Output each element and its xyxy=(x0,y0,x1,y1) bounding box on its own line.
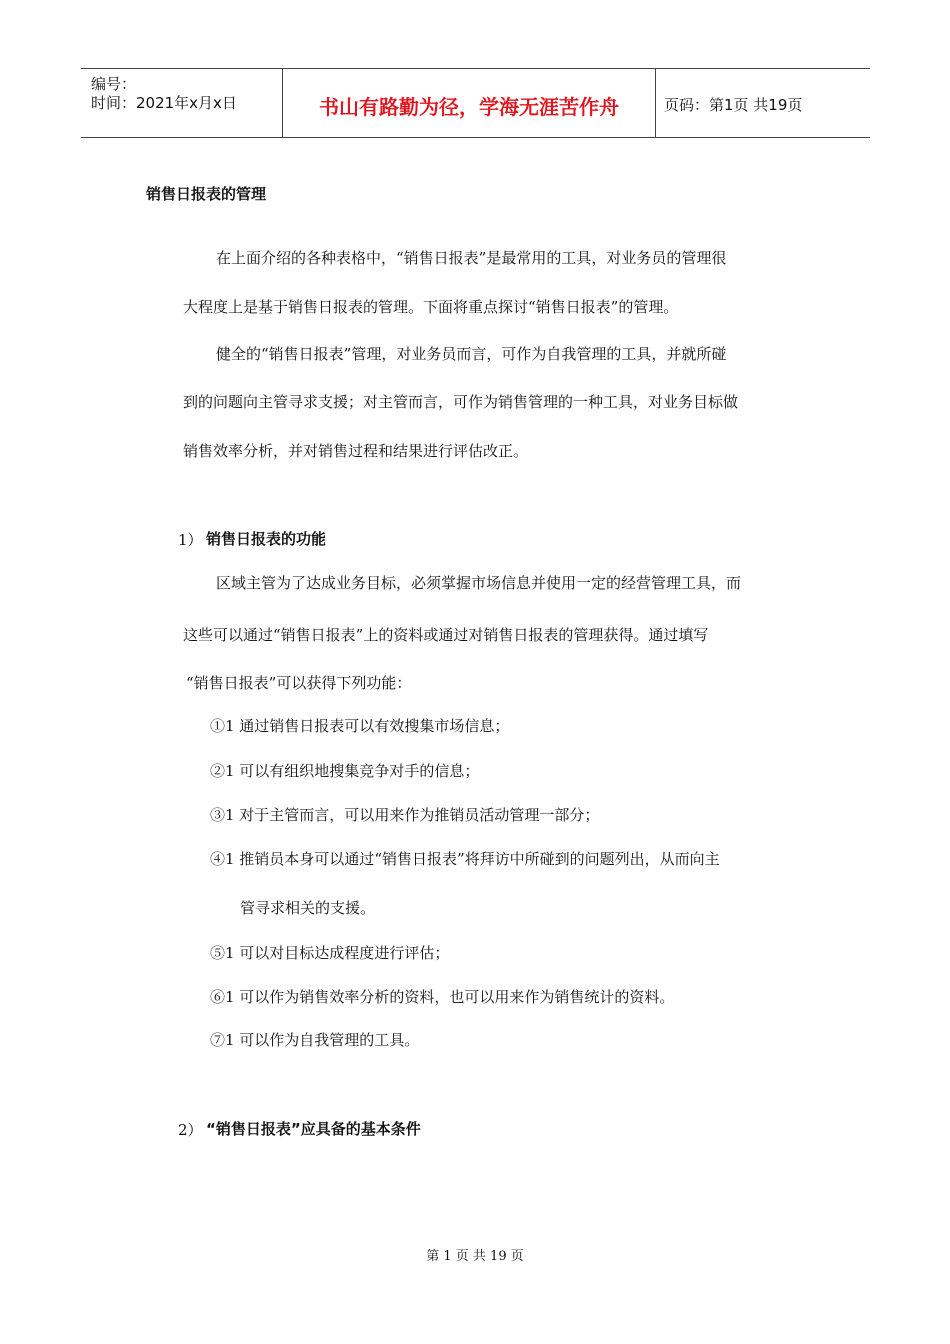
document-title: 销售日报表的管理 xyxy=(146,185,267,203)
intro-paragraph-line: 健全的“销售日报表”管理，对业务员而言，可作为自我管理的工具，并就所碰 xyxy=(216,345,727,363)
section-paragraph-line: 区域主管为了达成业务目标，必须掌握市场信息并使用一定的经营管理工具，而 xyxy=(216,574,742,592)
motto: 书山有路勤为径，学海无涯苦作舟 xyxy=(319,95,619,119)
section-heading-number: 2） xyxy=(178,1121,203,1139)
section-paragraph-line: “销售日报表”可以获得下列功能： xyxy=(186,674,412,692)
intro-paragraph-line: 大程度上是基于销售日报表的管理。下面将重点探讨“销售日报表”的管理。 xyxy=(183,298,679,316)
section-paragraph-line: 这些可以通过“销售日报表”上的资料或通过对销售日报表的管理获得。通过填写 xyxy=(183,626,709,644)
section-heading: 销售日报表的功能 xyxy=(206,530,327,548)
page-label: 页码：第1页 共19页 xyxy=(664,96,803,114)
intro-paragraph-line: 在上面介绍的各种表格中，“销售日报表”是最常用的工具，对业务员的管理很 xyxy=(216,249,727,267)
header-divider xyxy=(655,69,656,137)
list-item: ④1 推销员本身可以通过“销售日报表”将拜访中所碰到的问题列出，从而向主 xyxy=(210,850,720,868)
list-item: ②1 可以有组织地搜集竞争对手的信息； xyxy=(210,762,480,780)
intro-paragraph-line: 销售效率分析，并对销售过程和结果进行评估改正。 xyxy=(183,442,529,460)
section-heading: “销售日报表”应具备的基本条件 xyxy=(206,1120,421,1138)
list-item: ⑥1 可以作为销售效率分析的资料，也可以用来作为销售统计的资料。 xyxy=(210,988,675,1006)
page-footer: 第 1 页 共 19 页 xyxy=(426,1249,524,1264)
list-item: ⑤1 可以对目标达成程度进行评估； xyxy=(210,944,450,962)
number-label: 编号： xyxy=(91,75,137,93)
section-heading-number: 1） xyxy=(178,531,203,549)
list-item: ①1 通过销售日报表可以有效搜集市场信息； xyxy=(210,717,510,735)
list-item-continuation: 管寻求相关的支援。 xyxy=(240,899,376,917)
list-item: ⑦1 可以作为自我管理的工具。 xyxy=(210,1031,420,1049)
list-item: ③1 对于主管而言，可以用来作为推销员活动管理一部分； xyxy=(210,806,600,824)
time-label: 时间：2021年x月x日 xyxy=(91,94,237,112)
page-header xyxy=(81,68,870,138)
intro-paragraph-line: 到的问题向主管寻求支援；对主管而言，可作为销售管理的一种工具，对业务目标做 xyxy=(183,393,739,411)
